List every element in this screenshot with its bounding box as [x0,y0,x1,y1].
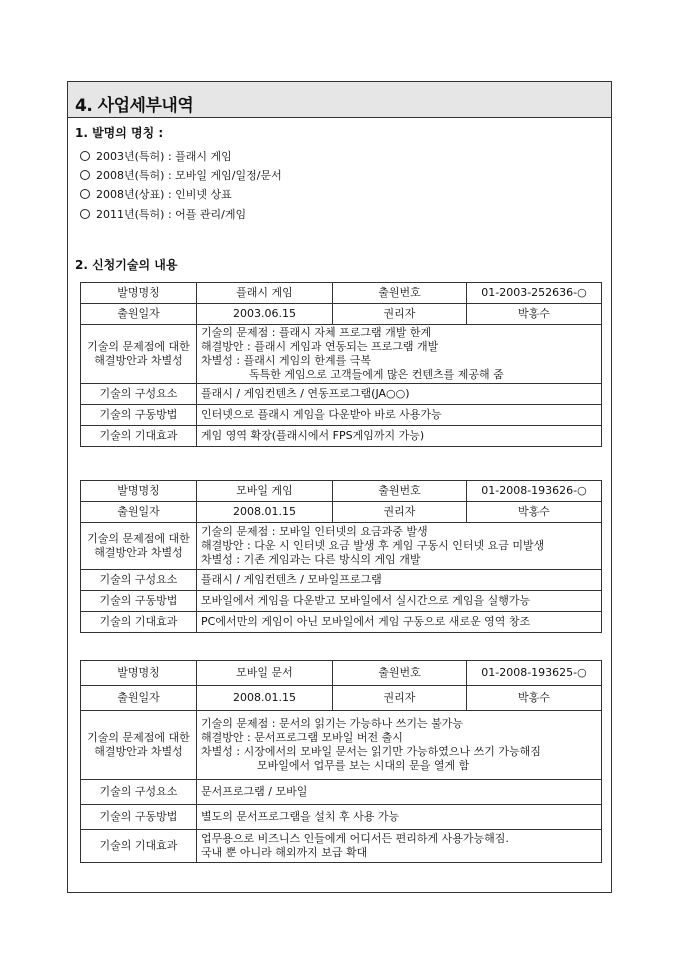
table-row [81,384,602,405]
components-value: 문서프로그램 / 모바일 [197,780,602,805]
invention-name-label: 발명명칭 [81,283,197,304]
circle-bullet-icon [80,189,90,199]
right-holder-label: 권리자 [333,502,467,523]
invention-names-heading: 1. 발명의 명칭 : [75,126,164,140]
invention-name-value: 모바일 게임 [197,481,333,502]
operation-label: 기술의 구동방법 [81,805,197,830]
list-item: 2008년(특허) : 모바일 게임/일정/문서 [80,167,282,183]
application-number-value: 01-2008-193625-○ [467,661,602,686]
right-holder-label: 권리자 [333,686,467,711]
table-row [81,780,602,805]
table-row [81,405,602,426]
tech-heading: 2. 신청기술의 내용 [75,258,178,272]
table-row [81,304,602,325]
effect-label: 기술의 기대효과 [81,612,197,633]
right-holder-value: 박홍수 [467,304,602,325]
application-date-label: 출원일자 [81,686,197,711]
components-value: 플래시 / 게임컨텐츠 / 모바일프로그램 [197,570,602,591]
application-number-value: 01-2008-193626-○ [467,481,602,502]
tech-table [80,660,602,863]
right-holder-label: 권리자 [333,304,467,325]
table-row [81,570,602,591]
operation-label: 기술의 구동방법 [81,591,197,612]
table-row [81,523,602,570]
table-row [81,711,602,780]
components-label: 기술의 구성요소 [81,570,197,591]
application-date-value: 2003.06.15 [197,304,333,325]
application-date-label: 출원일자 [81,502,197,523]
table-row [81,591,602,612]
problem-solution-value: 기술의 문제점 : 플래시 자체 프로그램 개발 한계 해결방안 : 플래시 게임과 연동되는 프로그램 개발 차별성 : 플래시 게임의 한계를 극복 독특한 게임으로 고객들에게 많은 컨텐츠를 제공해 줌 [197,325,602,384]
table-row [81,502,602,523]
tech-table [80,480,602,633]
problem-solution-label: 기술의 문제점에 대한 해결방안과 차별성 [81,711,197,780]
application-number-value: 01-2003-252636-○ [467,283,602,304]
table-row [81,283,602,304]
table-row [81,830,602,863]
problem-solution-value: 기술의 문제점 : 모바일 인터넷의 요금과중 발생 해결방안 : 다운 시 인터넷 요금 발생 후 게임 구동시 인터넷 요금 미발생 차별성 : 기존 게임과는 다른 방식의 게임 개발 [197,523,602,570]
table-row [81,661,602,686]
components-label: 기술의 구성요소 [81,384,197,405]
application-date-value: 2008.01.15 [197,502,333,523]
application-number-label: 출원번호 [333,283,467,304]
problem-solution-value: 기술의 문제점 : 문서의 읽기는 가능하나 쓰기는 불가능 해결방안 : 문서프로그램 모바일 버전 출시 차별성 : 시장에서의 모바일 문서는 읽기만 가능하였으나 쓰기 가능해짐 모바일에서 업무를 보는 시대의 문을 열게 함 [197,711,602,780]
section-title: 4. 사업세부내역 [68,82,611,118]
table-row [81,426,602,447]
application-number-label: 출원번호 [333,661,467,686]
list-item: 2011년(특허) : 어플 관리/게임 [80,206,246,222]
table-row [81,805,602,830]
effect-value: PC에서만의 게임이 아닌 모바일에서 게임 구동으로 새로운 영역 창조 [197,612,602,633]
effect-label: 기술의 기대효과 [81,830,197,863]
invention-name-label: 발명명칭 [81,661,197,686]
circle-bullet-icon [80,151,90,161]
invention-name-label: 발명명칭 [81,481,197,502]
operation-value: 별도의 문서프로그램을 설치 후 사용 가능 [197,805,602,830]
list-item: 2008년(상표) : 인비넷 상표 [80,186,232,202]
table-row [81,612,602,633]
invention-name-value: 플래시 게임 [197,283,333,304]
problem-solution-label: 기술의 문제점에 대한 해결방안과 차별성 [81,325,197,384]
effect-value: 업무용으로 비즈니스 인들에게 어디서든 편리하게 사용가능해짐. 국내 뿐 아니라 해외까지 보급 확대 [197,830,602,863]
effect-value: 게임 영역 확장(플래시에서 FPS게임까지 가능) [197,426,602,447]
table-row [81,325,602,384]
components-label: 기술의 구성요소 [81,780,197,805]
application-date-value: 2008.01.15 [197,686,333,711]
application-date-label: 출원일자 [81,304,197,325]
right-holder-value: 박홍수 [467,686,602,711]
circle-bullet-icon [80,209,90,219]
table-row [81,481,602,502]
tech-table [80,282,602,447]
operation-value: 모바일에서 게임을 다운받고 모바일에서 실시간으로 게임을 실행가능 [197,591,602,612]
application-number-label: 출원번호 [333,481,467,502]
table-row [81,686,602,711]
operation-value: 인터넷으로 플래시 게임을 다운받아 바로 사용가능 [197,405,602,426]
components-value: 플래시 / 게임컨텐츠 / 연동프로그램(JA○○) [197,384,602,405]
circle-bullet-icon [80,170,90,180]
right-holder-value: 박홍수 [467,502,602,523]
effect-label: 기술의 기대효과 [81,426,197,447]
list-item: 2003년(특허) : 플래시 게임 [80,148,232,164]
invention-name-value: 모바일 문서 [197,661,333,686]
problem-solution-label: 기술의 문제점에 대한 해결방안과 차별성 [81,523,197,570]
operation-label: 기술의 구동방법 [81,405,197,426]
